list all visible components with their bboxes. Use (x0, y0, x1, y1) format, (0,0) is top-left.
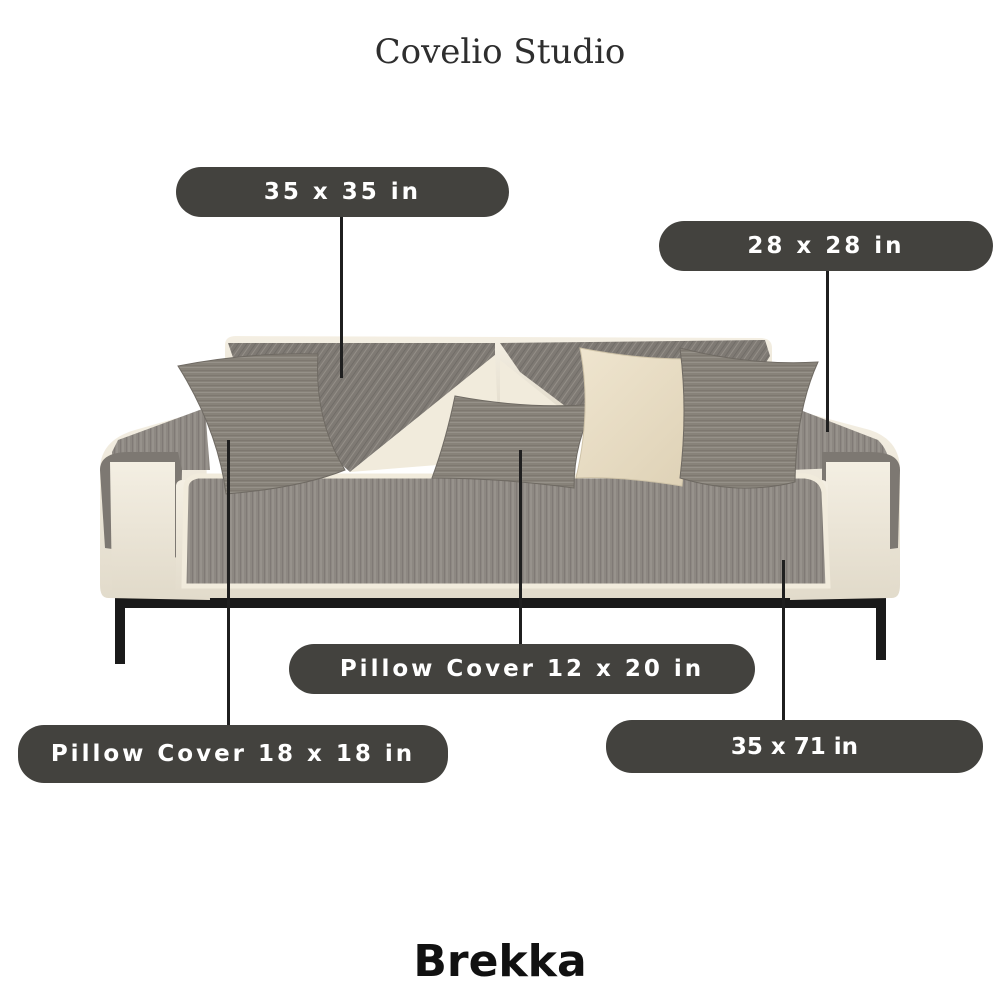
arm-cover-leader (826, 270, 829, 432)
square-pillow-leader (227, 440, 230, 726)
back-cover-leader (340, 216, 343, 378)
lumbar-pillow-size-label: Pillow Cover 12 x 20 in (289, 644, 755, 694)
square-pillow-size-label: Pillow Cover 18 x 18 in (18, 725, 448, 783)
lumbar-pillow-leader (519, 450, 522, 645)
seat-cover (184, 476, 828, 586)
seat-cover-leader (782, 560, 785, 722)
lumbar-pillow (432, 396, 596, 488)
seat-cover-size-label: 35 x 71 in (606, 720, 983, 773)
arm-cover-size-label: 28 x 28 in (659, 221, 993, 271)
product-name: Brekka (413, 936, 587, 987)
back-cover-size-label: 35 x 35 in (176, 167, 509, 217)
brand-title: Covelio Studio (374, 32, 626, 72)
